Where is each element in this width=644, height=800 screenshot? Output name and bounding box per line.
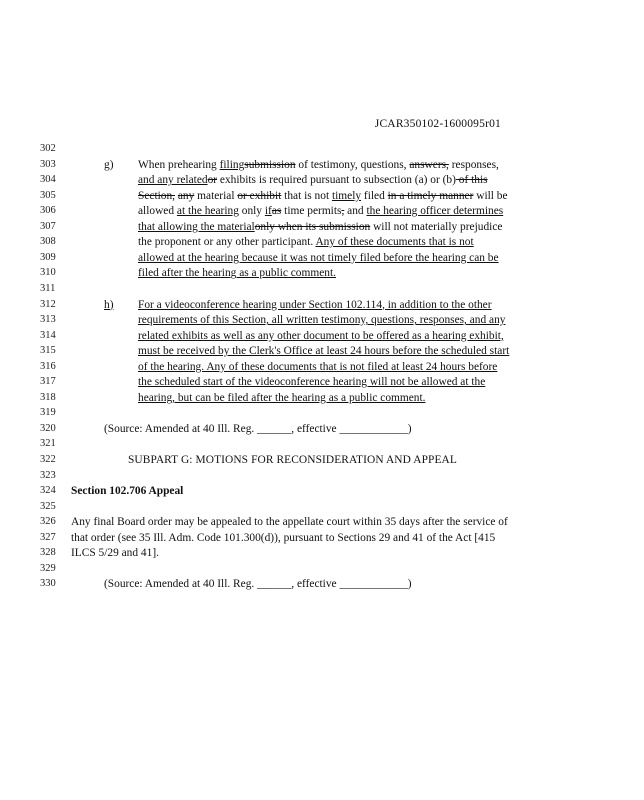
deleted-text: or [207, 174, 218, 187]
document-line [0, 188, 644, 204]
document-id-header: JCAR350102-1600095r01 [374, 118, 501, 130]
document-line [0, 234, 644, 250]
line-text [138, 188, 508, 204]
text-segment: will not materially prejudice [370, 220, 503, 233]
line-text [71, 483, 183, 499]
text-segment: (Source: Amended at 40 Ill. Reg. ______, effective ____________) [104, 578, 412, 591]
inserted-text: that allowing the material [138, 220, 255, 233]
document-line [0, 281, 644, 297]
inserted-text: hearing, but can be filed after the hearing as a public comment. [138, 391, 426, 404]
document-line [0, 530, 644, 546]
line-text [128, 452, 457, 468]
inserted-text: related exhibits as well as any other document to be offered as a hearing exhibit, [138, 329, 504, 342]
document-line [0, 452, 644, 468]
line-number: 327 [40, 531, 56, 543]
text-segment: allowed [138, 205, 177, 218]
text-segment: and [344, 205, 367, 218]
line-text [138, 157, 499, 173]
inserted-text: and any related [138, 174, 208, 187]
inserted-text: the scheduled start of the videoconference hearing will not be allowed at the [138, 376, 486, 389]
line-number: 302 [40, 143, 56, 154]
line-text [138, 374, 485, 390]
text-segment: When prehearing [138, 158, 220, 171]
line-text [138, 390, 426, 406]
subsection-label: h) [104, 298, 114, 311]
line-text [104, 421, 412, 437]
inserted-text: if [264, 205, 272, 218]
line-number: 307 [40, 220, 56, 232]
line-text [71, 545, 159, 561]
deleted-text: of this [455, 174, 488, 187]
line-text [138, 203, 503, 219]
line-number: 328 [40, 547, 56, 559]
document-line [0, 297, 644, 313]
deleted-text: only when its submission [254, 220, 371, 233]
line-text [138, 297, 492, 313]
text-segment: material [194, 189, 238, 202]
line-text [138, 250, 499, 266]
line-number: 317 [40, 376, 56, 388]
deleted-text: or exhibit [237, 189, 282, 202]
line-text [138, 172, 488, 188]
text-segment: responses, [448, 158, 499, 171]
document-line [0, 359, 644, 375]
line-number: 323 [40, 469, 56, 481]
document-line [0, 545, 644, 561]
inserted-text: of the hearing. Any of these documents that is not filed at least 24 hours before [138, 360, 498, 373]
document-line [0, 561, 644, 577]
subsection-label: g) [104, 158, 114, 171]
text-segment: exhibits is required pursuant to subsection (a) or (b) [217, 174, 456, 187]
line-number: 314 [40, 329, 56, 341]
text-segment: will be [473, 189, 508, 202]
document-line [0, 483, 644, 499]
text-segment: that order (see 35 Ill. Adm. Code 101.300(d)), pursuant to Sections 29 and 41 of the Act [415 [71, 531, 496, 544]
document-line [0, 172, 644, 188]
document-line [0, 514, 644, 530]
deleted-text: in a timely manner [387, 189, 474, 202]
line-number: 322 [40, 454, 56, 465]
line-number: 316 [40, 360, 56, 372]
text-segment: the proponent or any other participant. [138, 236, 316, 249]
line-text [138, 328, 504, 344]
line-number: 310 [40, 267, 56, 279]
text-segment: of testimony, questions, [295, 158, 410, 171]
document-line [0, 436, 644, 452]
inserted-text: requirements of this Section, all written testimony, questions, responses, and any [138, 314, 506, 327]
inserted-text: filed after the hearing as a public comment. [138, 267, 336, 280]
document-line [0, 499, 644, 515]
line-number: 304 [40, 174, 56, 186]
document-line [0, 421, 644, 437]
text-segment: Section 102.706 Appeal [71, 485, 184, 498]
line-text [104, 576, 412, 592]
line-number: 306 [40, 205, 56, 217]
line-text [138, 343, 509, 359]
line-number: 330 [40, 578, 56, 590]
deleted-text: submission [244, 158, 296, 171]
line-number: 329 [40, 562, 56, 574]
line-text [138, 359, 497, 375]
document-line [0, 203, 644, 219]
document-line [0, 405, 644, 421]
text-segment: only [238, 205, 265, 218]
document-line [0, 265, 644, 281]
line-text [71, 514, 508, 530]
document-line [0, 343, 644, 359]
line-number: 325 [40, 500, 56, 512]
deleted-text: any [177, 189, 195, 202]
text-segment: Any final Board order may be appealed to the appellate court within 35 days after the service of [71, 516, 508, 529]
line-number: 309 [40, 251, 56, 263]
deleted-text: as [271, 205, 282, 218]
line-number: 312 [40, 298, 56, 310]
line-number: 318 [40, 391, 56, 403]
document-line [0, 157, 644, 173]
text-segment: time permits [281, 205, 342, 218]
line-number: 308 [40, 236, 56, 248]
document-line [0, 312, 644, 328]
line-text [138, 312, 506, 328]
line-number: 311 [40, 282, 56, 294]
line-number: 305 [40, 189, 56, 201]
line-number: 320 [40, 422, 56, 434]
line-number: 319 [40, 407, 56, 419]
line-text [71, 530, 495, 546]
inserted-text: filing [219, 158, 245, 171]
line-number: 313 [40, 314, 56, 326]
line-text [138, 265, 336, 281]
deleted-text: answers, [409, 158, 449, 171]
line-number: 315 [40, 345, 56, 357]
line-number: 326 [40, 516, 56, 528]
text-segment: SUBPART G: MOTIONS FOR RECONSIDERATION AND APPEAL [128, 454, 457, 466]
document-line [0, 141, 644, 157]
line-number: 321 [40, 438, 56, 450]
line-text [138, 219, 502, 235]
inserted-text: allowed at the hearing because it was not timely filed before the hearing can be [138, 251, 499, 264]
document-line [0, 576, 644, 592]
line-number: 324 [40, 485, 56, 497]
text-segment: ILCS 5/29 and 41]. [71, 547, 159, 560]
document-line [0, 328, 644, 344]
document-line [0, 468, 644, 484]
inserted-text: the hearing officer determines [366, 205, 504, 218]
inserted-text: Any of these documents that is not [315, 236, 474, 249]
inserted-text: at the hearing [176, 205, 239, 218]
text-segment: (Source: Amended at 40 Ill. Reg. ______, effective ____________) [104, 422, 412, 435]
text-segment: that is not [281, 189, 332, 202]
inserted-text: timely [331, 189, 362, 202]
document-line [0, 219, 644, 235]
deleted-text: Section, [138, 189, 176, 202]
inserted-text: must be received by the Clerk's Office at least 24 hours before the scheduled start [138, 345, 510, 358]
inserted-text: For a videoconference hearing under Section 102.114, in addition to the other [138, 298, 492, 311]
document-line [0, 250, 644, 266]
document-line [0, 390, 644, 406]
text-segment: filed [361, 189, 388, 202]
document-line [0, 374, 644, 390]
line-number: 303 [40, 158, 56, 170]
deleted-text: , [341, 205, 345, 218]
line-text [138, 234, 474, 250]
